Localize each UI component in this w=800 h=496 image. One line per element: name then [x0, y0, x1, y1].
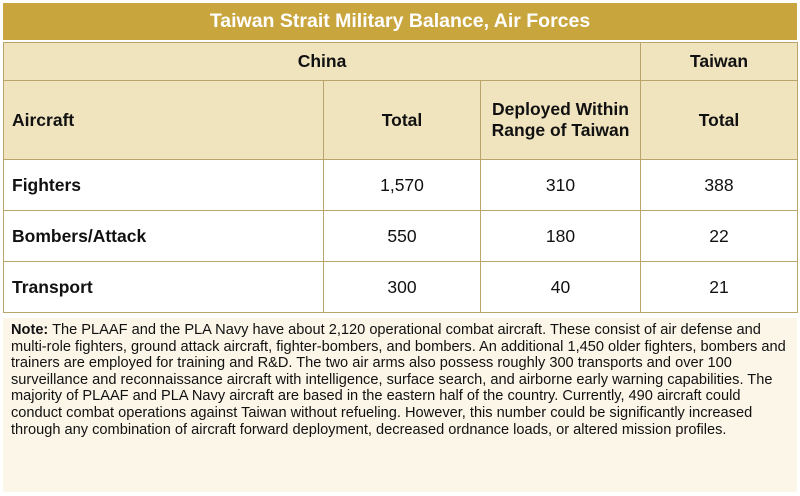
aircraft-cell: Fighters — [4, 160, 324, 211]
table-row — [4, 160, 798, 211]
deployed-cell: 180 — [481, 211, 641, 262]
column-header-taiwan-total: Total — [641, 81, 798, 160]
deployed-cell: 310 — [481, 160, 641, 211]
taiwan-total-cell: 22 — [641, 211, 798, 262]
china-total-cell: 550 — [324, 211, 481, 262]
table-row — [4, 262, 798, 313]
group-header-china: China — [4, 43, 641, 81]
taiwan-total-cell: 388 — [641, 160, 798, 211]
table-note — [3, 318, 797, 492]
column-header-row — [4, 81, 798, 160]
aircraft-cell: Transport — [4, 262, 324, 313]
aircraft-cell: Bombers/Attack — [4, 211, 324, 262]
note-text: The PLAAF and the PLA Navy have about 2,120 operational combat aircraft. These consist of air defense and multi-role fighters, ground attack aircraft, fighter-bombers, and bombers. An additional 1,450 older fighters, bombers and trainers are employed for training and R&D. The two air arms also possess roughly 300 transports and over 100 surveillance and reconnaissance aircraft with intelligence, surface search, and airborne early warning capabilities. The majority of PLAAF and PLA Navy aircraft are based in the eastern half of the country. Currently, 490 aircraft could conduct combat operations against Taiwan without refueling. However, this number could be significantly increased through any combination of aircraft forward deployment, decreased ordnance loads, or altered mission profiles. — [11, 322, 786, 438]
air-forces-table — [3, 42, 798, 313]
table-row — [4, 211, 798, 262]
group-header-taiwan: Taiwan — [641, 43, 798, 81]
taiwan-total-cell: 21 — [641, 262, 798, 313]
group-header-row — [4, 43, 798, 81]
china-total-cell: 300 — [324, 262, 481, 313]
deployed-cell: 40 — [481, 262, 641, 313]
column-header-deployed: Deployed Within Range of Taiwan — [481, 81, 641, 160]
column-header-china-total: Total — [324, 81, 481, 160]
table-title: Taiwan Strait Military Balance, Air Forces — [3, 3, 797, 40]
china-total-cell: 1,570 — [324, 160, 481, 211]
column-header-aircraft: Aircraft — [4, 81, 324, 160]
note-label: Note: — [11, 322, 49, 338]
